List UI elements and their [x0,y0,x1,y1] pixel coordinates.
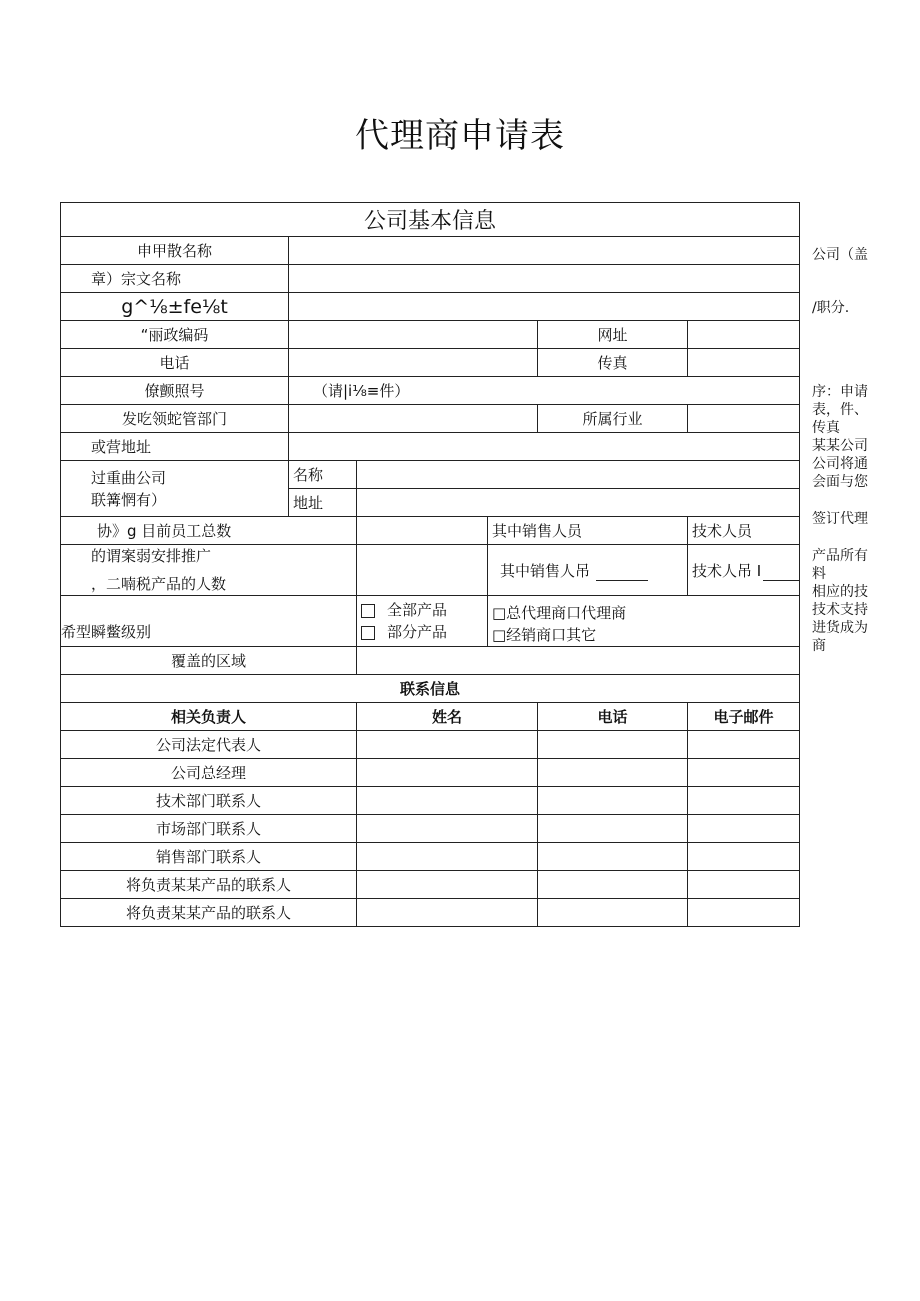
field-employee-total[interactable] [357,517,488,545]
contact-name-field[interactable] [357,759,538,787]
label-english-name: 章）宗文名称 [61,265,289,293]
contact-email-field[interactable] [688,815,800,843]
contact-email-field[interactable] [688,871,800,899]
checkbox-partial-products[interactable] [361,626,375,640]
contact-role: 将负责某某产品的联系人 [61,899,357,927]
label-tech-staff: 技术人员 [688,517,800,545]
label-partial-products: 部分产品 [387,623,448,641]
contact-role: 销售部门联系人 [61,843,357,871]
field-promo-sales[interactable] [596,566,648,581]
contact-name-field[interactable] [357,899,538,927]
field-applicant-name[interactable] [289,237,800,265]
side-note-2: /职分. [812,300,850,316]
col-header-email: 电子邮件 [688,703,800,731]
label-applicant-name: 申甲散名称 [61,237,289,265]
label-coverage-area: 覆盖的区域 [61,647,357,675]
label-postal-code: “丽政编码 [61,321,289,349]
contact-email-field[interactable] [688,759,800,787]
cell-product-scope [357,596,488,647]
col-header-role: 相关负责人 [61,703,357,731]
label-all-products: 全部产品 [387,601,448,619]
option-agent-type-2[interactable]: □经销商口其它 [492,626,597,644]
table-row [61,787,800,815]
cell-promo-sales [488,545,688,596]
cell-agent-type [488,596,800,647]
side-note-line: 产品所有 [812,548,868,564]
cell-promo-tech [688,545,800,596]
label-license-number: 僚颤照号 [61,377,289,405]
side-note-4: 签订代理 [812,511,868,527]
side-note-1: 公司（盖 [812,247,868,263]
label-parent-name: 名称 [289,461,357,489]
contact-name-field[interactable] [357,731,538,759]
side-note-line: 序：申请 [812,384,868,400]
contact-phone-field[interactable] [538,815,688,843]
contact-email-field[interactable] [688,731,800,759]
label-website: 网址 [538,321,688,349]
side-note-line: 某某公司 [812,438,868,454]
license-note: （请|i⅛≡件） [313,382,410,400]
side-note-line: 传真 [812,420,840,436]
contact-role: 公司总经理 [61,759,357,787]
field-phone[interactable] [289,349,538,377]
table-row [61,815,800,843]
field-parent-address[interactable] [357,489,800,517]
table-row [61,843,800,871]
contact-name-field[interactable] [357,843,538,871]
label-employee-total: 协》g 目前员工总数 [61,517,357,545]
label-row3: g^⅛±fe⅛t [61,293,289,321]
option-agent-type-1[interactable]: □总代理商口代理商 [492,604,627,622]
contact-role: 技术部门联系人 [61,787,357,815]
contact-name-field[interactable] [357,787,538,815]
label-promotion-staff [61,545,357,596]
side-note-5 [812,547,912,655]
field-english-name[interactable] [289,265,800,293]
contact-phone-field[interactable] [538,899,688,927]
side-note-line: 公司将通 [812,456,868,472]
field-business-address[interactable] [289,433,800,461]
contact-email-field[interactable] [688,843,800,871]
contact-phone-field[interactable] [538,843,688,871]
contact-email-field[interactable] [688,787,800,815]
field-coverage-area[interactable] [357,647,800,675]
contact-phone-field[interactable] [538,871,688,899]
label-parent-company [61,461,289,517]
field-promo-tech[interactable] [763,566,799,581]
side-note-line: 进货成为 [812,620,868,636]
label-sales-staff: 其中销售人员 [488,517,688,545]
label-fax: 传真 [538,349,688,377]
table-row [61,731,800,759]
label-phone: 电话 [61,349,289,377]
side-note-line: 料 [812,566,826,582]
contact-role: 市场部门联系人 [61,815,357,843]
side-note-line: 表，件、 [812,402,868,418]
contact-phone-field[interactable] [538,787,688,815]
label-agent-level [61,596,357,647]
contact-role: 将负责某某产品的联系人 [61,871,357,899]
contact-name-field[interactable] [357,871,538,899]
section-contact-info: 联系信息 [61,675,800,703]
contact-email-field[interactable] [688,899,800,927]
page-title: 代理商申请表 [355,116,565,156]
col-header-name: 姓名 [357,703,538,731]
field-website[interactable] [688,321,800,349]
label-industry: 所属行业 [538,405,688,433]
table-row [61,899,800,927]
field-promotion-staff[interactable] [357,545,488,596]
col-header-phone: 电话 [538,703,688,731]
side-note-line: 技术支持 [812,602,868,618]
label-promotion-line1: 的谓案弱安排推广 [91,547,212,565]
field-row3[interactable] [289,293,800,321]
label-issuing-dept: 发吃领蛇管部门 [61,405,289,433]
label-parent-address: 地址 [289,489,357,517]
side-note-line: 会面与您 [812,474,868,490]
side-note-line: 商 [812,638,826,654]
field-issuing-dept[interactable] [289,405,538,433]
field-postal-code[interactable] [289,321,538,349]
field-license-number[interactable] [289,377,800,405]
contact-phone-field[interactable] [538,731,688,759]
label-promo-tech: 技术人吊 I [692,561,762,580]
contact-role: 公司法定代表人 [61,731,357,759]
table-row [61,759,800,787]
application-form-table [60,202,800,927]
label-parent-line2: 联篝惘有） [91,490,167,509]
contact-phone-field[interactable] [538,759,688,787]
contact-name-field[interactable] [357,815,538,843]
side-note-line: 相应的技 [812,584,868,600]
field-parent-name[interactable] [357,461,800,489]
section-basic-info: 公司基本信息 [61,203,800,237]
label-promo-sales: 其中销售人吊 [500,561,591,580]
field-industry[interactable] [688,405,800,433]
field-fax[interactable] [688,349,800,377]
table-row [61,871,800,899]
agent-level-text: 希型瞬鳖级别 [61,623,152,641]
checkbox-all-products[interactable] [361,604,375,618]
side-note-3 [812,383,912,491]
label-parent-line1: 过重曲公司 [91,468,167,487]
label-business-address: 或营地址 [61,433,289,461]
label-promotion-line2: ，二喃税产品的人数 [91,575,227,593]
